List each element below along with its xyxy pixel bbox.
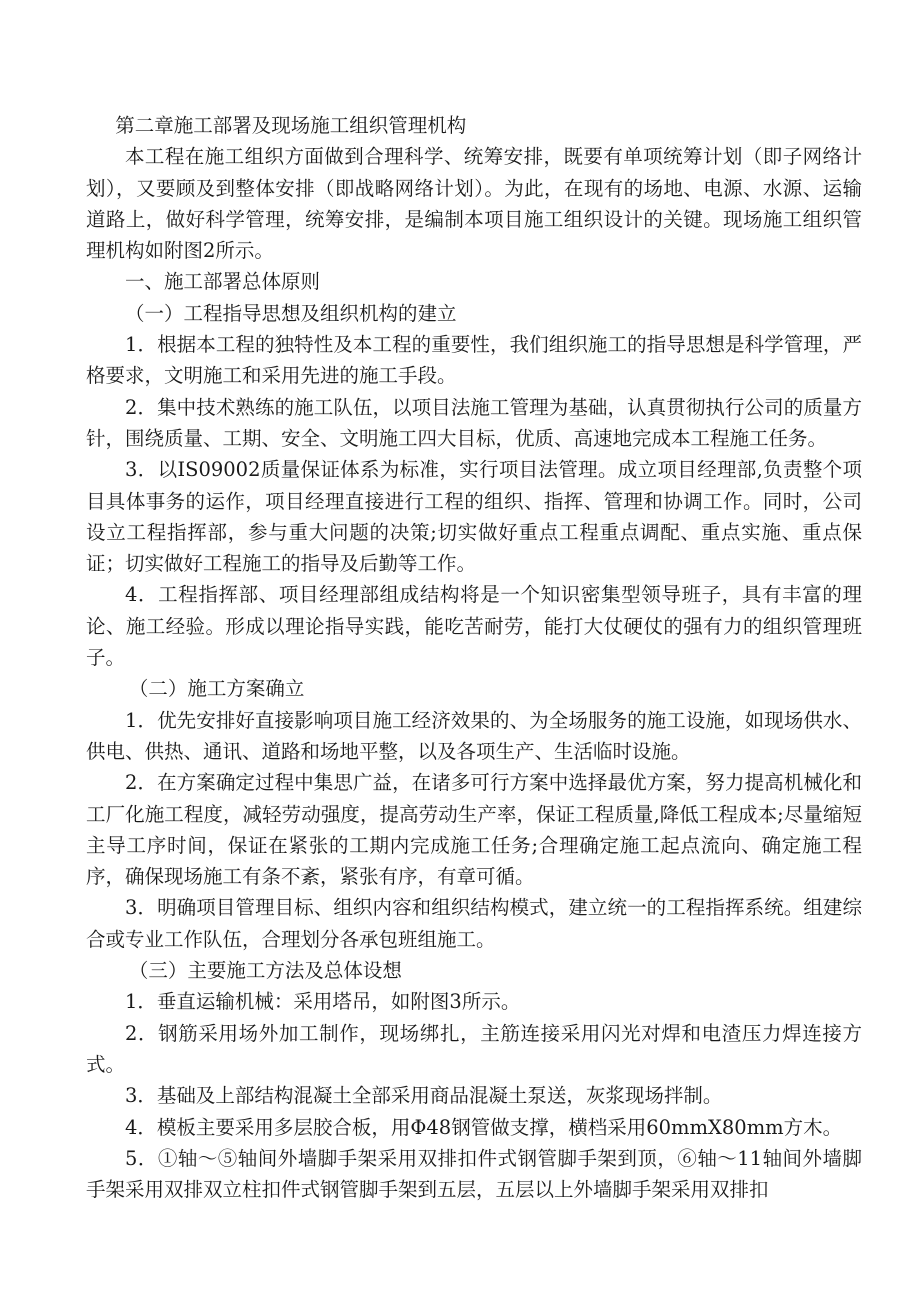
paragraph-1-2: 2．集中技术熟练的施工队伍，以项目法施工管理为基础，认真贯彻执行公司的质量方针，围绕质量、工期、安全、文明施工四大目标，优质、高速地完成本工程施工任务。 (86, 395, 862, 450)
subsection-heading-3: （三）主要施工方法及总体设想 (128, 959, 402, 983)
paragraph-3-1: 1．垂直运输机械：采用塔吊，如附图3所示。 (125, 990, 521, 1014)
paragraph-1-3: 3．以IS09002质量保证体系为标准，实行项目法管理。成立项目经理部,负责整个项目具体事务的运作，项目经理直接进行工程的组织、指挥、管理和协调工作。同时，公司设立工程指挥部，参与重大问题的决策;切实做好重点工程重点调配、重点实施、重点保证；切实做好工程施工的指导及后勤等工作。 (86, 458, 862, 576)
paragraph-3-4: 4．模板主要采用多层胶合板，用Φ48钢管做支撑，横档采用60mmX80mm方木。 (125, 1115, 843, 1139)
paragraph-3-5: 5．①轴～⑤轴间外墙脚手架采用双排扣件式钢管脚手架到顶，⑥轴～11轴间外墙脚手架采用双排双立柱扣件式钢管脚手架到五层，五层以上外墙脚手架采用双排扣 (86, 1146, 862, 1202)
section-heading-1: 一、施工部署总体原则 (125, 270, 321, 294)
paragraph-1-1: 1．根据本工程的独特性及本工程的重要性，我们组织施工的指导思想是科学管理，严格要求，文明施工和采用先进的施工手段。 (86, 333, 862, 388)
subsection-heading-1: （一）工程指导思想及组织机构的建立 (125, 301, 457, 325)
subsection-heading-2: （二）施工方案确立 (128, 677, 305, 701)
paragraph-3-2: 2．钢筋采用场外加工制作，现场绑扎，主筋连接采用闪光对焊和电渣压力焊连接方式。 (86, 1021, 862, 1076)
paragraph-2-3: 3．明确项目管理目标、组织内容和组织结构模式，建立统一的工程指挥系统。组建综合或专业工作队伍，合理划分各承包班组施工。 (86, 896, 862, 951)
chapter-title: 第二章施工部署及现场施工组织管理机构 (115, 114, 467, 137)
paragraph-2-1: 1．优先安排好直接影响项目施工经济效果的、为全场服务的施工设施，如现场供水、供电、供热、通讯、道路和场地平整，以及各项生产、生活临时设施。 (86, 708, 862, 763)
paragraph-1-4: 4．工程指挥部、项目经理部组成结构将是一个知识密集型领导班子，具有丰富的理论、施工经验。形成以理论指导实践，能吃苦耐劳，能打大仗硬仗的强有力的组织管理班子。 (86, 583, 862, 670)
intro-paragraph: 本工程在施工组织方面做到合理科学、统筹安排，既要有单项统筹计划（即子网络计划），又要顾及到整体安排（即战略网络计划）。为此，在现有的场地、电源、水源、运输道路上，做好科学管理，统筹安排，是编制本项目施工组织设计的关键。现场施工组织管理机构如附图2所示。 (86, 145, 862, 263)
document-body (86, 110, 862, 1205)
paragraph-3-3: 3．基础及上部结构混凝土全部采用商品混凝土泵送，灰浆现场拌制。 (125, 1084, 723, 1108)
paragraph-2-2: 2．在方案确定过程中集思广益，在诸多可行方案中选择最优方案，努力提高机械化和工厂化施工程度，减轻劳动强度，提高劳动生产率，保证工程质量,降低工程成本;尽量缩短主导工序时间，保证在紧张的工期内完成施工任务;合理确定施工起点流向、确定施工程序，确保现场施工有条不紊，紧张有序，有章可循。 (86, 771, 862, 889)
